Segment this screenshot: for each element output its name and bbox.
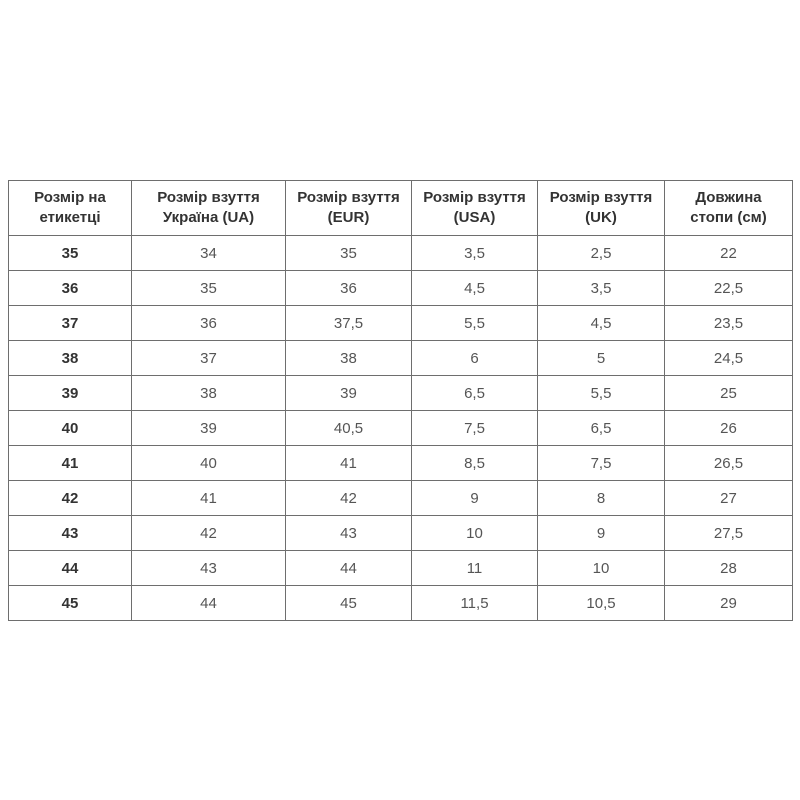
value-cell: 9	[538, 516, 665, 551]
value-cell: 40,5	[286, 411, 412, 446]
row-label-cell: 37	[9, 306, 132, 341]
table-row	[9, 236, 793, 271]
value-cell: 6,5	[538, 411, 665, 446]
size-table-body	[9, 236, 793, 621]
value-cell: 4,5	[412, 271, 538, 306]
table-row	[9, 586, 793, 621]
value-cell: 38	[132, 376, 286, 411]
value-cell: 24,5	[665, 341, 793, 376]
value-cell: 22	[665, 236, 793, 271]
value-cell: 44	[286, 551, 412, 586]
value-cell: 7,5	[538, 446, 665, 481]
value-cell: 23,5	[665, 306, 793, 341]
value-cell: 8,5	[412, 446, 538, 481]
value-cell: 40	[132, 446, 286, 481]
value-cell: 2,5	[538, 236, 665, 271]
value-cell: 5,5	[538, 376, 665, 411]
size-table	[8, 180, 793, 621]
value-cell: 9	[412, 481, 538, 516]
value-cell: 26,5	[665, 446, 793, 481]
row-label-cell: 41	[9, 446, 132, 481]
value-cell: 10	[538, 551, 665, 586]
value-cell: 11	[412, 551, 538, 586]
value-cell: 35	[132, 271, 286, 306]
row-label-cell: 38	[9, 341, 132, 376]
value-cell: 34	[132, 236, 286, 271]
value-cell: 42	[132, 516, 286, 551]
value-cell: 44	[132, 586, 286, 621]
value-cell: 6,5	[412, 376, 538, 411]
table-row	[9, 271, 793, 306]
row-label-cell: 35	[9, 236, 132, 271]
value-cell: 22,5	[665, 271, 793, 306]
value-cell: 28	[665, 551, 793, 586]
table-row	[9, 551, 793, 586]
column-header-0: Розмір на етикетці	[9, 181, 132, 236]
value-cell: 10,5	[538, 586, 665, 621]
table-row	[9, 516, 793, 551]
value-cell: 43	[286, 516, 412, 551]
row-label-cell: 43	[9, 516, 132, 551]
value-cell: 36	[132, 306, 286, 341]
value-cell: 3,5	[538, 271, 665, 306]
value-cell: 10	[412, 516, 538, 551]
value-cell: 29	[665, 586, 793, 621]
value-cell: 45	[286, 586, 412, 621]
value-cell: 26	[665, 411, 793, 446]
value-cell: 27	[665, 481, 793, 516]
row-label-cell: 36	[9, 271, 132, 306]
row-label-cell: 40	[9, 411, 132, 446]
table-row	[9, 341, 793, 376]
value-cell: 37	[132, 341, 286, 376]
header-row	[9, 181, 793, 236]
size-conversion-table	[8, 180, 792, 621]
value-cell: 7,5	[412, 411, 538, 446]
value-cell: 5	[538, 341, 665, 376]
value-cell: 35	[286, 236, 412, 271]
value-cell: 36	[286, 271, 412, 306]
value-cell: 3,5	[412, 236, 538, 271]
value-cell: 39	[286, 376, 412, 411]
column-header-5: Довжина стопи (см)	[665, 181, 793, 236]
value-cell: 27,5	[665, 516, 793, 551]
value-cell: 41	[132, 481, 286, 516]
column-header-2: Розмір взуття (EUR)	[286, 181, 412, 236]
value-cell: 25	[665, 376, 793, 411]
value-cell: 41	[286, 446, 412, 481]
column-header-1: Розмір взуття Україна (UA)	[132, 181, 286, 236]
row-label-cell: 45	[9, 586, 132, 621]
value-cell: 43	[132, 551, 286, 586]
value-cell: 11,5	[412, 586, 538, 621]
value-cell: 39	[132, 411, 286, 446]
value-cell: 5,5	[412, 306, 538, 341]
table-row	[9, 411, 793, 446]
value-cell: 4,5	[538, 306, 665, 341]
table-row	[9, 446, 793, 481]
value-cell: 8	[538, 481, 665, 516]
row-label-cell: 44	[9, 551, 132, 586]
size-table-header	[9, 181, 793, 236]
value-cell: 37,5	[286, 306, 412, 341]
column-header-3: Розмір взуття (USA)	[412, 181, 538, 236]
table-row	[9, 376, 793, 411]
value-cell: 42	[286, 481, 412, 516]
row-label-cell: 39	[9, 376, 132, 411]
table-row	[9, 481, 793, 516]
table-row	[9, 306, 793, 341]
row-label-cell: 42	[9, 481, 132, 516]
value-cell: 38	[286, 341, 412, 376]
value-cell: 6	[412, 341, 538, 376]
column-header-4: Розмір взуття (UK)	[538, 181, 665, 236]
